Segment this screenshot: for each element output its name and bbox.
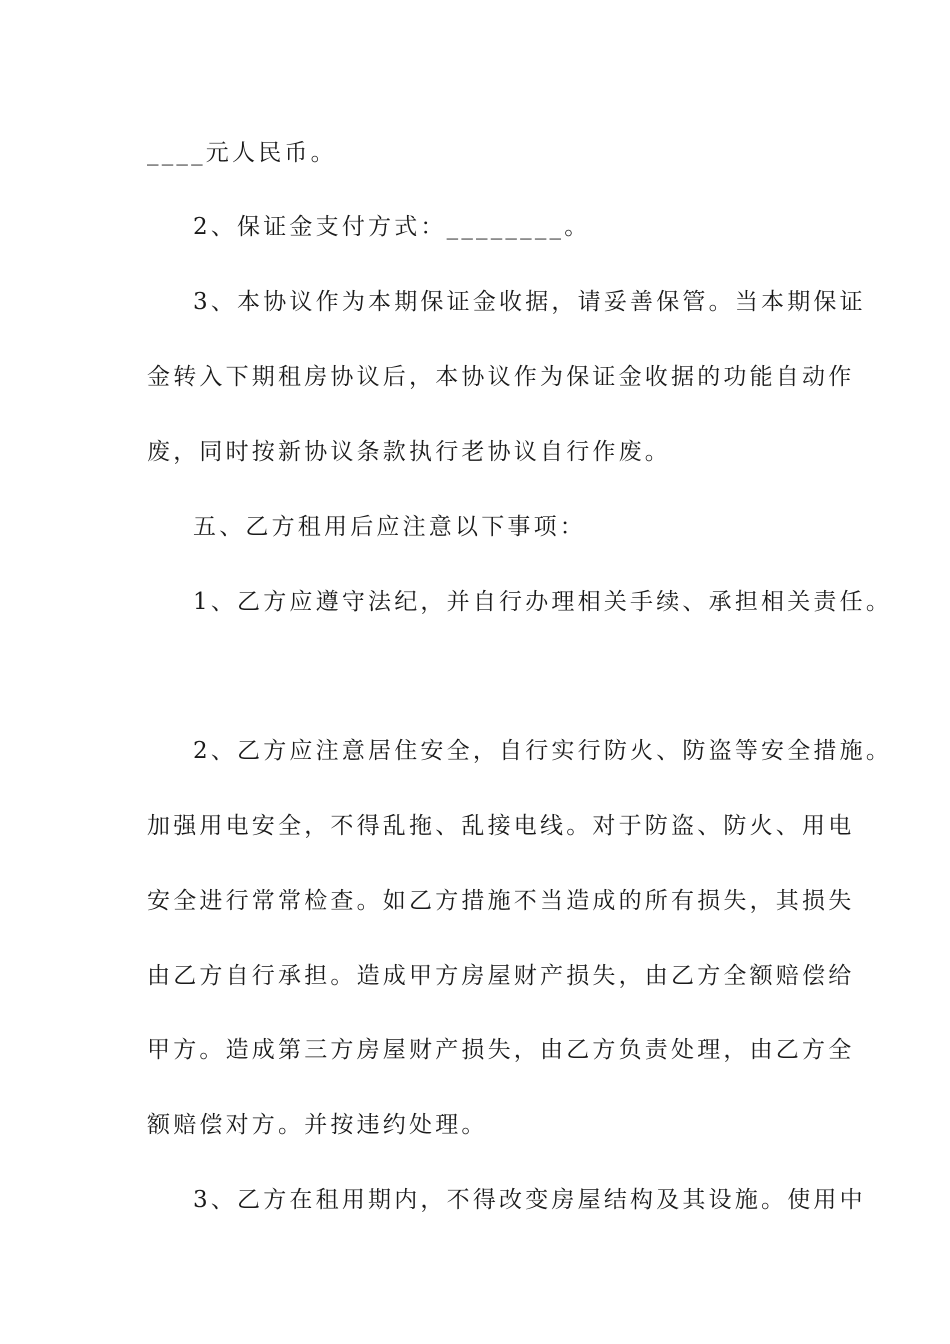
text-line: 金转入下期租房协议后，本协议作为保证金收据的功能自动作 (147, 364, 855, 390)
text-line: 3、乙方在租用期内，不得改变房屋结构及其设施。使用中 (193, 1187, 866, 1213)
text-line: 2、乙方应注意居住安全，自行实行防火、防盗等安全措施。 (193, 738, 893, 764)
text-line: ____元人民币。 (147, 140, 337, 166)
text-line: 1、乙方应遵守法纪，并自行办理相关手续、承担相关责任。 (193, 589, 893, 615)
text-line: 安全进行常常检查。如乙方措施不当造成的所有损失，其损失 (147, 888, 855, 914)
text-line: 3、本协议作为本期保证金收据，请妥善保管。当本期保证 (193, 289, 866, 315)
text-line: 额赔偿对方。并按违约处理。 (147, 1112, 488, 1138)
text-line: 加强用电安全，不得乱拖、乱接电线。对于防盗、防火、用电 (147, 813, 855, 839)
text-line: 废，同时按新协议条款执行老协议自行作废。 (147, 439, 671, 465)
text-line: 甲方。造成第三方房屋财产损失，由乙方负责处理，由乙方全 (147, 1037, 855, 1063)
text-line: 2、保证金支付方式：________。 (193, 214, 591, 240)
section-heading: 五、乙方租用后应注意以下事项： (193, 514, 586, 540)
text-line: 由乙方自行承担。造成甲方房屋财产损失，由乙方全额赔偿给 (147, 963, 855, 989)
